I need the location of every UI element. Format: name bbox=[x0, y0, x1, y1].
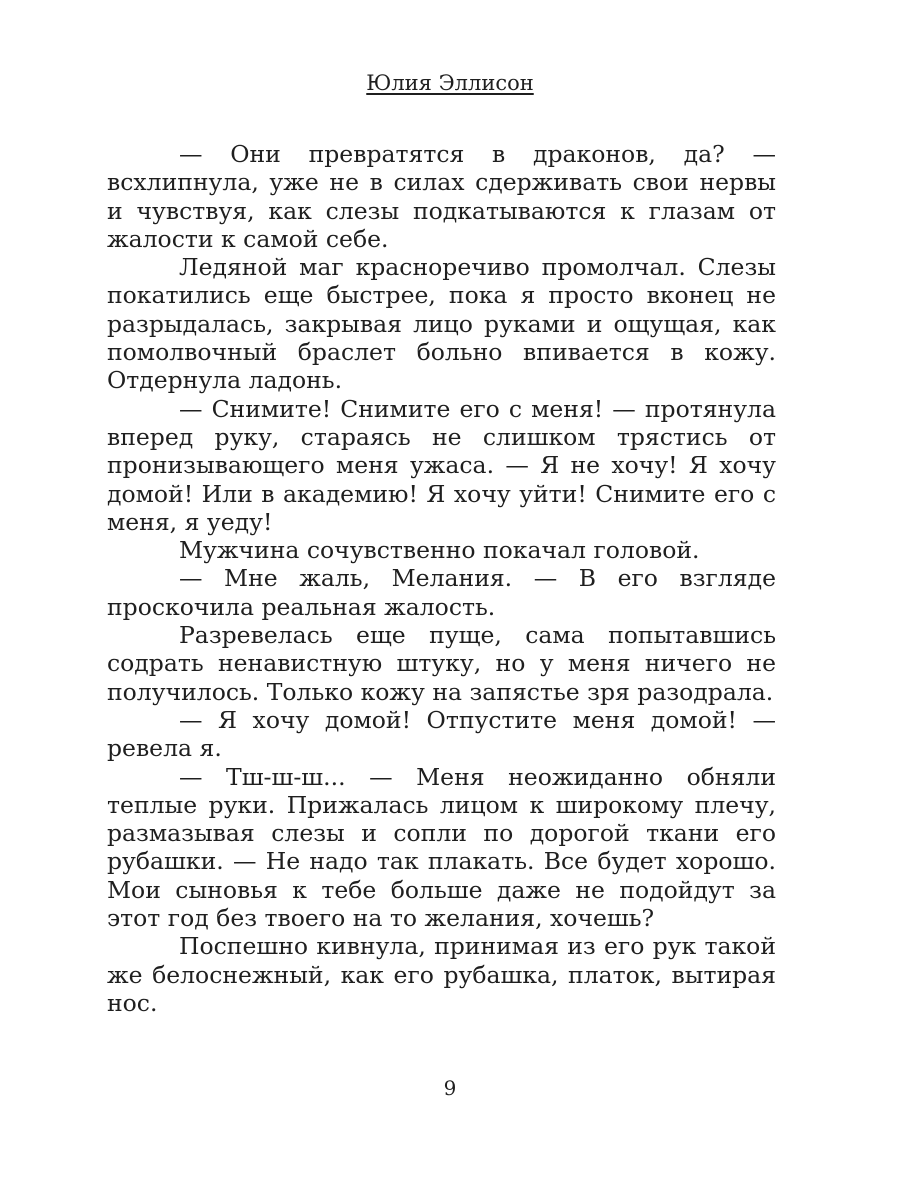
paragraph: Ледяной маг красноречиво промолчал. Слезы покатились еще быстрее, пока я просто вконец не разрыдалась, закрывая лицо руками и ощущая, как помолвочный браслет больно впивается в кожу. Отдернула ладонь. bbox=[107, 253, 776, 395]
paragraph: — Снимите! Снимите его с меня! — протянула вперед руку, стараясь не слишком трястись от пронизывающего меня ужаса. — Я не хочу! Я хочу домой! Или в академию! Я хочу уйти! Снимите его с меня, я уеду! bbox=[107, 394, 776, 536]
paragraph: Мужчина сочувственно покачал головой. bbox=[179, 536, 700, 565]
paragraph: — Мне жаль, Мелания. — В его взгляде проскочила реальная жалость. bbox=[107, 564, 776, 621]
running-header bbox=[0, 68, 900, 98]
paragraph: Поспешно кивнула, принимая из его рук такой же белоснежный, как его рубашка, платок, вытирая нос. bbox=[107, 932, 776, 1017]
body-text bbox=[107, 140, 776, 1017]
paragraph: Разревелась еще пуще, сама попытавшись содрать ненавистную штуку, но у меня ничего не получилось. Только кожу на запястье зря разодрала. bbox=[107, 621, 776, 706]
author-name: Юлия Эллисон bbox=[366, 71, 534, 95]
page-number: 9 bbox=[443, 1076, 457, 1100]
paragraph: — Я хочу домой! Отпустите меня домой! — ревела я. bbox=[107, 705, 776, 763]
paragraph: — Тш-ш-ш... — Меня неожиданно обняли теплые руки. Прижалась лицом к широкому плечу, размазывая слезы и сопли по дорогой ткани его рубашки. — Не надо так плакать. Все будет хорошо. Мои сыновья к тебе больше даже не подойдут за этот год без твоего на то желания, хочешь? bbox=[107, 762, 776, 933]
paragraph: — Они превратятся в драконов, да? — всхлипнула, уже не в силах сдерживать свои нервы и чувствуя, как слезы подкатываются к глазам от жалости к самой себе. bbox=[107, 140, 776, 253]
